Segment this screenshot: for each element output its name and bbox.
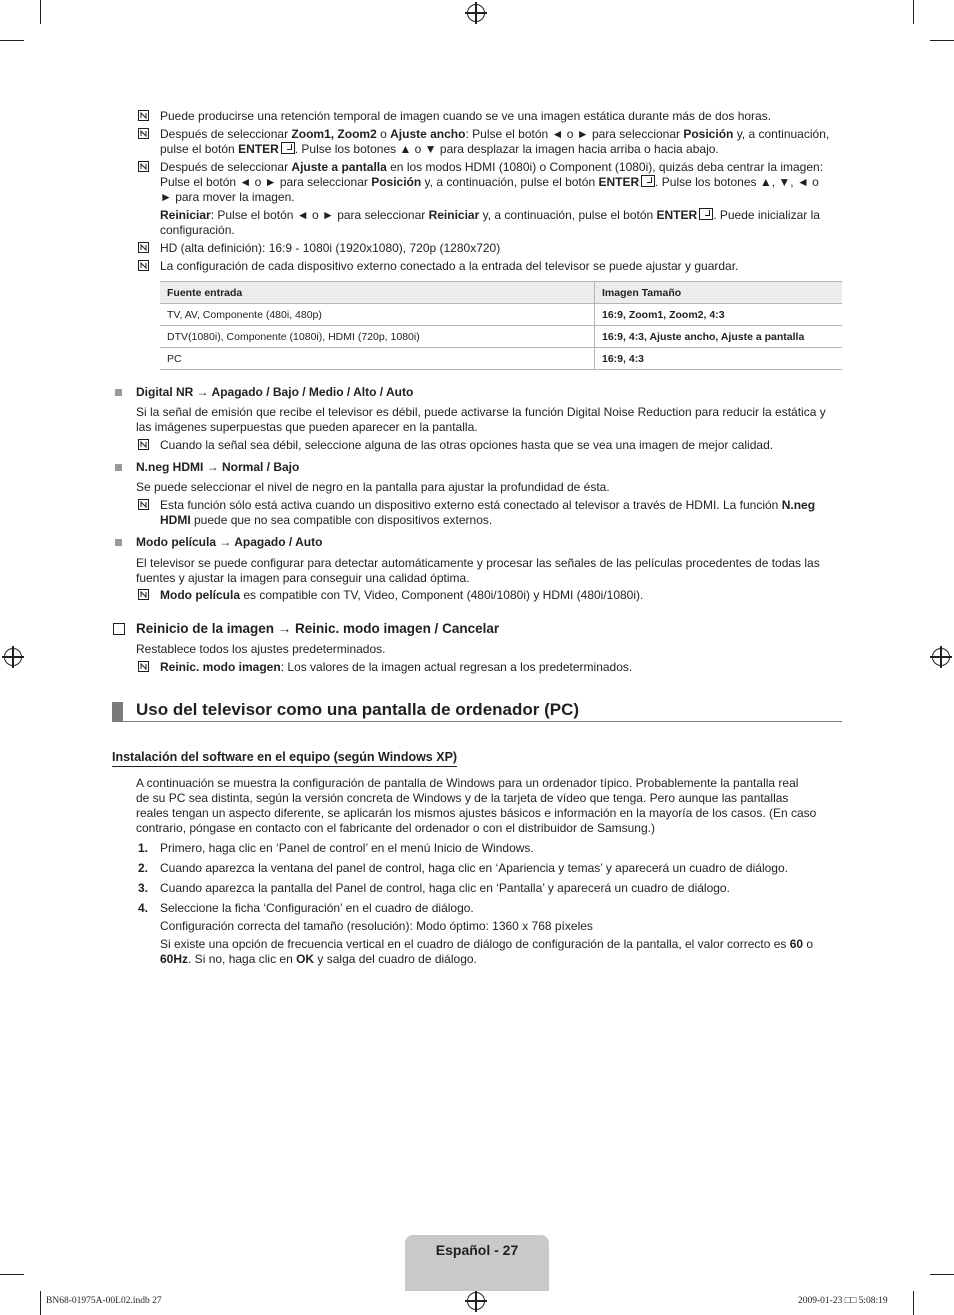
note-icon xyxy=(138,128,149,139)
crop-mark xyxy=(40,0,41,24)
note-text: HDMI puede que no sea compatible con dispositivos externos. xyxy=(160,513,493,527)
step-text: Configuración correcta del tamaño (resolución): Modo óptimo: 1360 x 768 píxeles xyxy=(160,919,593,933)
step-text: Si existe una opción de frecuencia vertical en el cuadro de diálogo de configuración de la pantalla, el valor correcto es 60 o xyxy=(160,937,814,951)
body-text: contrario, póngase en contacto con el fabricante del ordenador o con el distribuidor de Samsung.) xyxy=(136,821,655,835)
note-icon xyxy=(138,161,149,172)
body-text: Restablece todos los ajustes predeterminados. xyxy=(136,642,386,656)
enter-icon xyxy=(699,208,713,220)
table-header: Fuente entrada xyxy=(167,286,243,299)
note-text: Cuando la señal sea débil, seleccione alguna de las otras opciones hasta que se vea una imagen de mejor calidad. xyxy=(160,438,774,452)
crop-mark xyxy=(0,40,24,41)
table-cell: PC xyxy=(167,352,182,365)
note-text: HD (alta definición): 16:9 - 1080i (1920x1080), 720p (1280x720) xyxy=(160,241,501,255)
enter-icon xyxy=(641,175,655,187)
bullet-square-icon xyxy=(115,389,122,396)
note-text: Modo película es compatible con TV, Video, Component (480i/1080i) y HDMI (480i/1080i). xyxy=(160,588,644,602)
note-text: Después de seleccionar Zoom1, Zoom2 o Ajuste ancho: Pulse el botón ◄ o ► para seleccionar Posición y, a continuación, xyxy=(160,127,830,141)
step-number: 3. xyxy=(138,881,149,895)
body-text: Se puede seleccionar el nivel de negro en la pantalla para ajustar la profundidad de ésta. xyxy=(136,480,610,494)
registration-mark-icon xyxy=(932,648,950,666)
step-text: Cuando aparezca la pantalla del Panel de control, haga clic en ‘Pantalla’ y aparecerá un cuadro de diálogo. xyxy=(160,881,730,895)
body-text: reales tengan un aspecto diferente, se aplicarán los mismos ajustes básicos e información en la mayoría de los casos. (En caso xyxy=(136,806,817,820)
note-icon xyxy=(138,110,149,121)
menu-heading: Reinicio de la imagen → Reinic. modo imagen / Cancelar xyxy=(136,621,500,636)
bullet-square-icon xyxy=(115,539,122,546)
note-text: Reiniciar: Pulse el botón ◄ o ► para seleccionar Reiniciar y, a continuación, pulse el botón ENTER . Puede inicializar la xyxy=(160,208,820,222)
crop-mark xyxy=(913,0,914,24)
body-text: Si la señal de emisión que recibe el televisor es débil, puede activarse la función Digital Noise Reduction para reducir la estática y xyxy=(136,405,826,419)
step-text: Cuando aparezca la ventana del panel de control, haga clic en ‘Apariencia y temas’ y aparecerá un cuadro de diálogo. xyxy=(160,861,788,875)
menu-heading: Digital NR → Apagado / Bajo / Medio / Alto / Auto xyxy=(136,385,414,399)
enter-icon xyxy=(281,142,295,154)
menu-heading: N.neg HDMI → Normal / Bajo xyxy=(136,460,300,474)
step-number: 2. xyxy=(138,861,149,875)
body-text: El televisor se puede configurar para detectar automáticamente y procesar las señales de las películas procedentes de todas las xyxy=(136,556,820,570)
bullet-square-icon xyxy=(115,464,122,471)
body-text: A continuación se muestra la configuración de pantalla de Windows para un ordenador típico. Probablemente la pantalla real xyxy=(136,776,799,790)
step-text: Seleccione la ficha ‘Configuración’ en el cuadro de diálogo. xyxy=(160,901,474,915)
section-bar-icon xyxy=(112,702,123,721)
body-text: las imágenes superpuestas que pueden aparecer en la pantalla. xyxy=(136,420,478,434)
crop-mark xyxy=(930,40,954,41)
footer-file: BN68-01975A-00L02.indb 27 xyxy=(46,1296,162,1306)
table-row xyxy=(160,304,842,326)
note-text: Reinic. modo imagen: Los valores de la imagen actual regresan a los predeterminados. xyxy=(160,660,633,674)
body-text: de su PC sea distinta, según la versión concreta de Windows y de la tarjeta de vídeo que tenga. Pero aunque las pantallas xyxy=(136,791,789,805)
registration-mark-icon xyxy=(4,648,22,666)
page-number: Español - 27 xyxy=(435,1242,519,1258)
registration-mark-icon xyxy=(467,4,485,22)
section-title: Uso del televisor como una pantalla de ordenador (PC) xyxy=(136,700,580,719)
crop-mark xyxy=(913,1291,914,1315)
note-text: ► para mover la imagen. xyxy=(160,190,295,204)
body-text: fuentes y ajustar la imagen para conseguir una calidad óptima. xyxy=(136,571,470,585)
note-icon xyxy=(138,661,149,672)
note-icon xyxy=(138,499,149,510)
checkbox-bullet-icon xyxy=(113,623,125,635)
table-header: Imagen Tamaño xyxy=(595,282,843,304)
table-header-row xyxy=(160,282,842,304)
note-text: configuración. xyxy=(160,223,235,237)
table-row xyxy=(160,326,842,348)
note-text: La configuración de cada dispositivo externo conectado a la entrada del televisor se puede ajustar y guardar. xyxy=(160,259,739,273)
registration-mark-icon xyxy=(467,1292,485,1310)
table-cell: 16:9, Zoom1, Zoom2, 4:3 xyxy=(595,304,843,326)
note-text: Puede producirse una retención temporal de imagen cuando se ve una imagen estática durante más de dos horas. xyxy=(160,109,772,123)
crop-mark xyxy=(0,1274,24,1275)
note-text: Esta función sólo está activa cuando un dispositivo externo está conectado al televisor a través de HDMI. La función N.neg xyxy=(160,498,816,512)
table-cell: 16:9, 4:3, Ajuste ancho, Ajuste a pantalla xyxy=(595,326,843,348)
crop-mark xyxy=(930,1274,954,1275)
crop-mark xyxy=(40,1291,41,1315)
note-text: pulse el botón ENTER . Pulse los botones ▲ o ▼ para desplazar la imagen hacia arriba o hacia abajo. xyxy=(160,142,719,156)
step-text: Primero, haga clic en ‘Panel de control’ en el menú Inicio de Windows. xyxy=(160,841,534,855)
note-icon xyxy=(138,242,149,253)
table-cell: DTV(1080i), Componente (1080i), HDMI (720p, 1080i) xyxy=(167,330,420,343)
step-number: 1. xyxy=(138,841,149,855)
note-icon xyxy=(138,260,149,271)
section-underline xyxy=(112,721,842,722)
step-text: 60Hz. Si no, haga clic en OK y salga del cuadro de diálogo. xyxy=(160,952,477,966)
subsection-title: Instalación del software en el equipo (según Windows XP) xyxy=(112,749,457,767)
step-number: 4. xyxy=(138,901,149,915)
table-cell: TV, AV, Componente (480i, 480p) xyxy=(167,308,322,321)
note-text: Después de seleccionar Ajuste a pantalla en los modos HDMI (1080i) o Component (1080i), quizás deba centrar la imagen: xyxy=(160,160,824,174)
footer-date: 2009-01-23 □□ 5:08:19 xyxy=(798,1296,888,1306)
menu-heading: Modo película → Apagado / Auto xyxy=(136,535,323,549)
table-cell: 16:9, 4:3 xyxy=(595,348,843,370)
picture-size-table xyxy=(160,281,842,370)
table-row xyxy=(160,348,842,370)
note-text: Pulse el botón ◄ o ► para seleccionar Posición y, a continuación, pulse el botón ENTER . Pulse los botones ▲, ▼, ◄ o xyxy=(160,175,819,189)
note-icon xyxy=(138,589,149,600)
note-icon xyxy=(138,439,149,450)
